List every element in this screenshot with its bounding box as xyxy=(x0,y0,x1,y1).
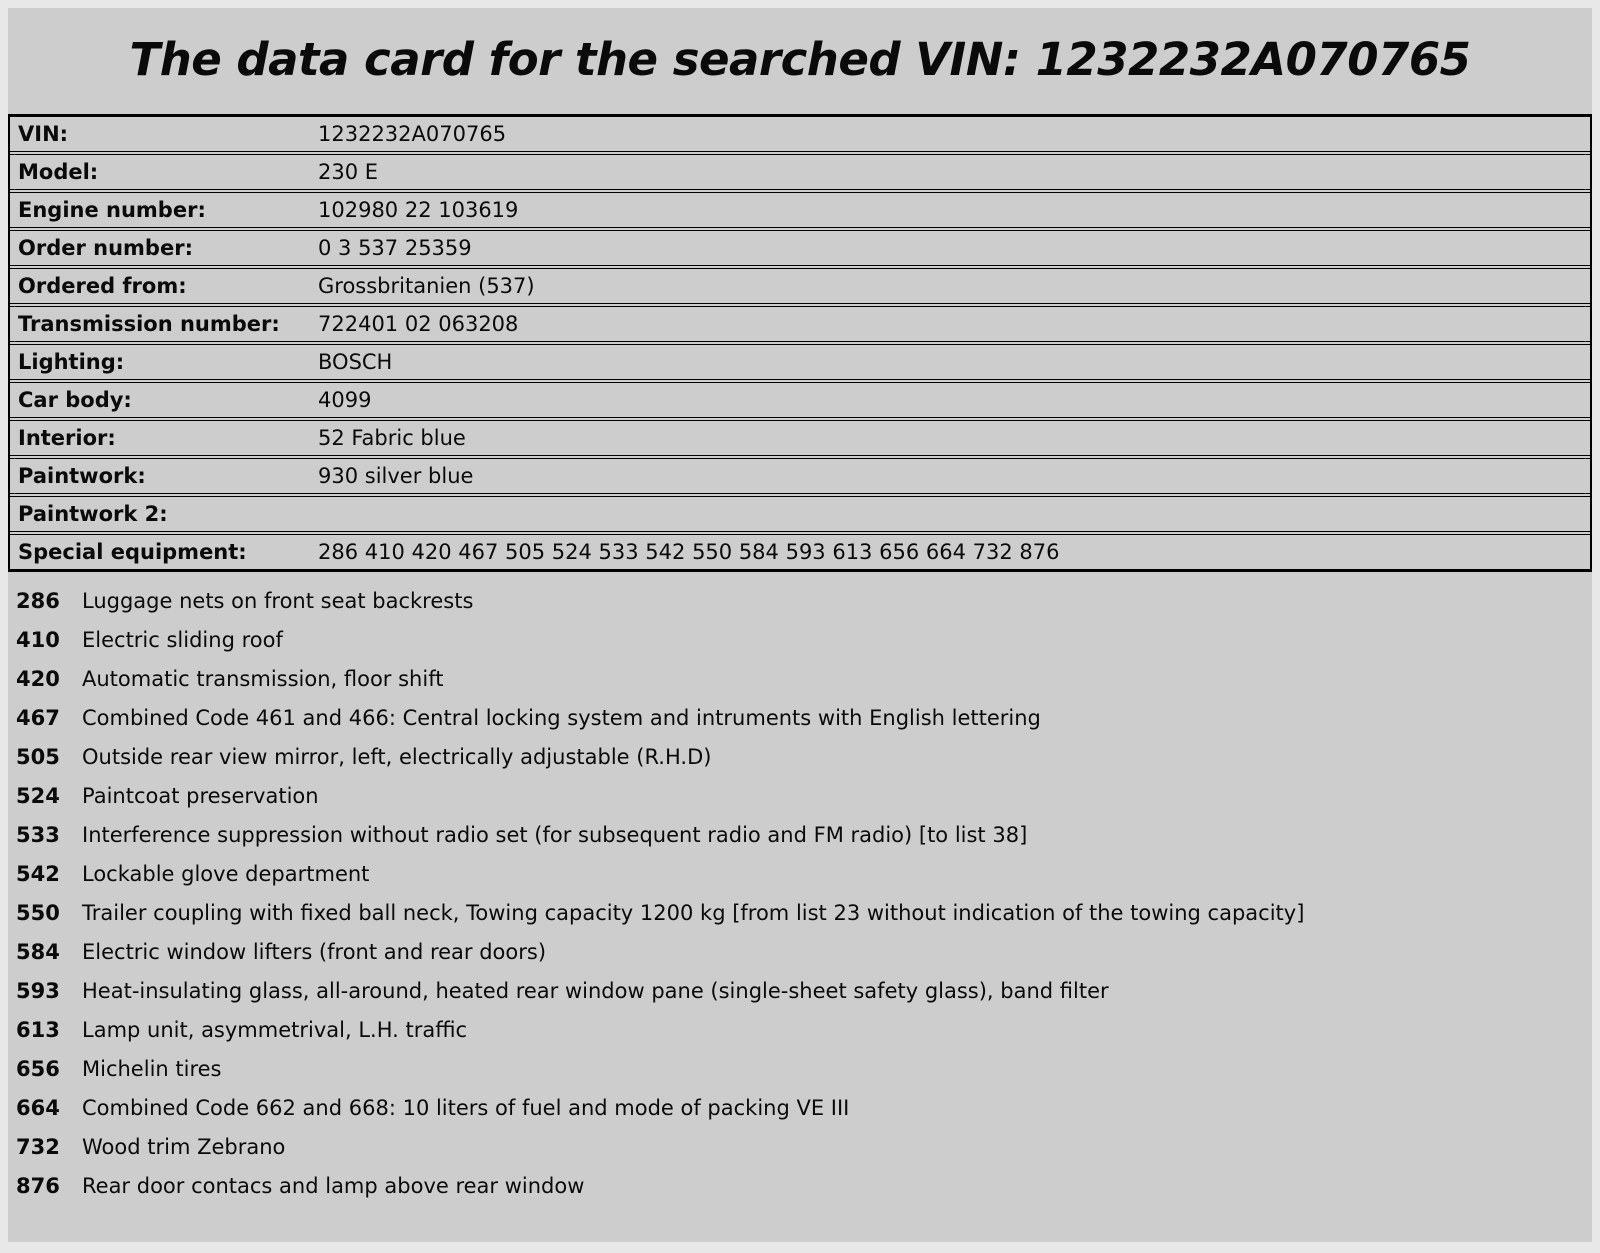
data-card-row xyxy=(10,306,1590,342)
data-card-row xyxy=(10,534,1590,570)
equipment-code: 542 xyxy=(16,861,60,886)
equipment-code: 410 xyxy=(16,627,60,652)
data-card-table xyxy=(8,114,1592,572)
data-card-row xyxy=(10,230,1590,266)
equipment-code-description: Combined Code 461 and 466: Central locking system and intruments with English lettering xyxy=(82,705,1041,730)
equipment-code-row xyxy=(8,660,1592,699)
field-label: Engine number: xyxy=(18,197,206,222)
equipment-code: 613 xyxy=(16,1017,60,1042)
equipment-code: 550 xyxy=(16,900,60,925)
field-label: Interior: xyxy=(18,425,116,450)
field-value: Grossbritanien (537) xyxy=(318,273,535,298)
data-card-row xyxy=(10,268,1590,304)
equipment-code: 584 xyxy=(16,939,60,964)
equipment-code: 593 xyxy=(16,978,60,1003)
equipment-code-description: Electric window lifters (front and rear doors) xyxy=(82,939,547,964)
equipment-code: 533 xyxy=(16,822,60,847)
equipment-code: 656 xyxy=(16,1056,60,1081)
data-card-row xyxy=(10,344,1590,380)
field-value: 0 3 537 25359 xyxy=(318,235,472,260)
equipment-code-row xyxy=(8,777,1592,816)
equipment-code-description: Michelin tires xyxy=(82,1056,222,1081)
field-label: Order number: xyxy=(18,235,193,260)
equipment-code-row xyxy=(8,699,1592,738)
equipment-code: 524 xyxy=(16,783,60,808)
field-label: Paintwork 2: xyxy=(18,501,168,526)
field-value: 1232232A070765 xyxy=(318,121,507,146)
field-value: 102980 22 103619 xyxy=(318,197,519,222)
equipment-code-row xyxy=(8,1089,1592,1128)
equipment-code: 467 xyxy=(16,705,60,730)
data-card-row xyxy=(10,382,1590,418)
field-value: 286 410 420 467 505 524 533 542 550 584 593 613 656 664 732 876 xyxy=(318,539,1060,564)
field-label: Model: xyxy=(18,159,99,184)
field-value: BOSCH xyxy=(318,349,393,374)
equipment-code-row xyxy=(8,1050,1592,1089)
field-value: 230 E xyxy=(318,159,379,184)
equipment-code-description: Lamp unit, asymmetrival, L.H. traffic xyxy=(82,1017,468,1042)
equipment-code: 876 xyxy=(16,1173,60,1198)
equipment-code-description: Wood trim Zebrano xyxy=(82,1134,286,1159)
data-card-row xyxy=(10,192,1590,228)
equipment-codes-list xyxy=(8,572,1592,1206)
equipment-code-row xyxy=(8,816,1592,855)
equipment-code-description: Combined Code 662 and 668: 10 liters of fuel and mode of packing VE III xyxy=(82,1095,850,1120)
equipment-code: 664 xyxy=(16,1095,60,1120)
field-value: 722401 02 063208 xyxy=(318,311,519,336)
field-label: VIN: xyxy=(18,121,69,146)
field-label: Lighting: xyxy=(18,349,125,374)
equipment-code-row xyxy=(8,894,1592,933)
data-card-row xyxy=(10,496,1590,532)
equipment-code-description: Outside rear view mirror, left, electrically adjustable (R.H.D) xyxy=(82,744,712,769)
field-value: 52 Fabric blue xyxy=(318,425,466,450)
equipment-code-description: Automatic transmission, floor shift xyxy=(82,666,444,691)
equipment-code-description: Luggage nets on front seat backrests xyxy=(82,588,474,613)
field-value: 930 silver blue xyxy=(318,463,474,488)
equipment-code-description: Lockable glove department xyxy=(82,861,370,886)
equipment-code-description: Electric sliding roof xyxy=(82,627,283,652)
data-card-row xyxy=(10,154,1590,190)
equipment-code-description: Interference suppression without radio set (for subsequent radio and FM radio) [to list 38] xyxy=(82,822,1028,847)
field-label: Special equipment: xyxy=(18,539,247,564)
field-value: 4099 xyxy=(318,387,372,412)
equipment-code-row xyxy=(8,1167,1592,1206)
data-card-page xyxy=(8,8,1592,1242)
equipment-code-row xyxy=(8,1011,1592,1050)
field-label: Transmission number: xyxy=(18,311,280,336)
equipment-code-description: Paintcoat preservation xyxy=(82,783,319,808)
equipment-code-row xyxy=(8,855,1592,894)
page-title: The data card for the searched VIN: 1232232A070765 xyxy=(129,33,1471,86)
equipment-code-description: Rear door contacs and lamp above rear window xyxy=(82,1173,585,1198)
equipment-code-description: Trailer coupling with fixed ball neck, Towing capacity 1200 kg [from list 23 without indication of the towing capacity] xyxy=(82,900,1305,925)
equipment-code: 286 xyxy=(16,588,60,613)
equipment-code-row xyxy=(8,621,1592,660)
equipment-code-description: Heat-insulating glass, all-around, heated rear window pane (single-sheet safety glass), band filter xyxy=(82,978,1109,1003)
equipment-code-row xyxy=(8,738,1592,777)
equipment-code-row xyxy=(8,582,1592,621)
data-card-row xyxy=(10,116,1590,152)
data-card-row xyxy=(10,458,1590,494)
equipment-code-row xyxy=(8,972,1592,1011)
equipment-code-row xyxy=(8,1128,1592,1167)
field-label: Car body: xyxy=(18,387,132,412)
field-label: Paintwork: xyxy=(18,463,146,488)
equipment-code: 420 xyxy=(16,666,60,691)
field-label: Ordered from: xyxy=(18,273,187,298)
data-card-row xyxy=(10,420,1590,456)
equipment-code-row xyxy=(8,933,1592,972)
equipment-code: 732 xyxy=(16,1134,60,1159)
equipment-code: 505 xyxy=(16,744,60,769)
